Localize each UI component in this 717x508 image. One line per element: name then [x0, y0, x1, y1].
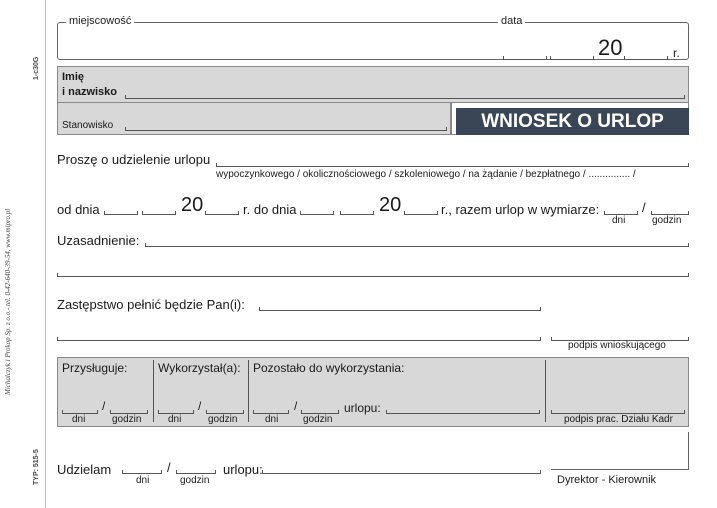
grant-slash: /	[167, 460, 171, 475]
entitled-slash: /	[102, 399, 106, 413]
hr-divider-3	[545, 360, 546, 422]
entitled-hours-caption: godzin	[112, 414, 142, 425]
director-signature-caption: Dyrektor - Kierownik	[557, 474, 657, 486]
to-month-field[interactable]	[340, 211, 374, 215]
total-label: r., razem urlop w wymiarze:	[441, 202, 600, 217]
date-year-field[interactable]	[624, 56, 668, 60]
justification-label: Uzasadnienie:	[57, 233, 140, 248]
leave-types: wypoczynkowego / okolicznościowego / szkoleniowego / na żądanie / bezpłatnego / ............... /	[216, 169, 636, 180]
remaining-leave-label: urlopu:	[344, 401, 381, 415]
to-label: r. do dnia	[243, 202, 297, 217]
grant-hours-caption: godzin	[180, 475, 210, 486]
total-days-caption: dni	[612, 215, 626, 226]
to-day-field[interactable]	[300, 211, 334, 215]
header-box	[57, 22, 689, 60]
grant-leave-label: urlopu:	[223, 462, 263, 477]
justification-field-2[interactable]	[57, 273, 689, 277]
hr-signature-caption: podpis prac. Działu Kadr	[564, 414, 673, 425]
from-month-field[interactable]	[142, 211, 176, 215]
justification-field-1[interactable]	[145, 243, 689, 247]
remaining-days-caption: dni	[265, 414, 279, 425]
substitute-field-2[interactable]	[57, 337, 541, 341]
applicant-signature-caption: podpis wnioskującego	[568, 340, 666, 351]
from-label: od dnia	[57, 202, 100, 217]
date-year-prefix: 20	[598, 35, 623, 60]
request-label: Proszę o udzielenie urlopu	[57, 152, 211, 167]
substitute-field-1[interactable]	[259, 307, 541, 311]
to-year-prefix: 20	[379, 194, 402, 216]
form-title: WNIOSEK O URLOP	[456, 108, 689, 135]
position-label: Stanowisko	[62, 120, 114, 131]
remaining-leave-field[interactable]	[386, 410, 540, 414]
period-slash: /	[642, 200, 646, 215]
entitled-days-caption: dni	[72, 414, 86, 425]
date-year-suffix: r.	[673, 46, 680, 60]
date-day-field[interactable]	[503, 56, 547, 60]
to-year-field[interactable]	[404, 211, 438, 215]
publisher-info: Michalczyk i Prokop Sp. z o.o.- tel. 0-42-640-39-54, www.mipro.pl	[4, 208, 12, 395]
grant-days-field[interactable]	[122, 470, 162, 474]
date-month-field[interactable]	[550, 56, 594, 60]
from-year-prefix: 20	[181, 194, 204, 216]
from-day-field[interactable]	[104, 211, 138, 215]
used-label: Wykorzystał(a):	[158, 361, 241, 375]
director-signature-box[interactable]	[551, 432, 689, 470]
used-hours-caption: godzin	[208, 414, 238, 425]
form-type: TYP: 515-5	[33, 449, 40, 485]
remaining-slash: /	[294, 399, 298, 413]
grant-days-caption: dni	[136, 475, 150, 486]
left-margin	[0, 0, 46, 508]
used-slash: /	[198, 399, 202, 413]
hr-divider-1	[153, 360, 154, 422]
grant-leave-field[interactable]	[262, 470, 541, 474]
city-label: miejscowość	[66, 15, 134, 27]
entitled-label: Przysługuje:	[62, 361, 128, 375]
from-year-field[interactable]	[205, 211, 239, 215]
total-hours-caption: godzin	[652, 215, 682, 226]
leave-type-field[interactable]	[216, 163, 689, 167]
remaining-hours-caption: godzin	[303, 414, 333, 425]
remaining-label: Pozostało do wykorzystania:	[253, 361, 405, 375]
substitute-label: Zastępstwo pełnić będzie Pan(i):	[57, 297, 245, 312]
hr-divider-2	[248, 360, 249, 422]
name-field[interactable]	[125, 95, 685, 99]
name-label-1: Imię	[62, 71, 85, 83]
form-code: 1-c30G	[33, 56, 40, 80]
grant-hours-field[interactable]	[176, 470, 216, 474]
name-label-2: i nazwisko	[62, 86, 118, 98]
date-label: data	[498, 15, 525, 27]
grant-label: Udzielam	[57, 462, 112, 477]
position-field[interactable]	[125, 127, 447, 131]
used-days-caption: dni	[168, 414, 182, 425]
